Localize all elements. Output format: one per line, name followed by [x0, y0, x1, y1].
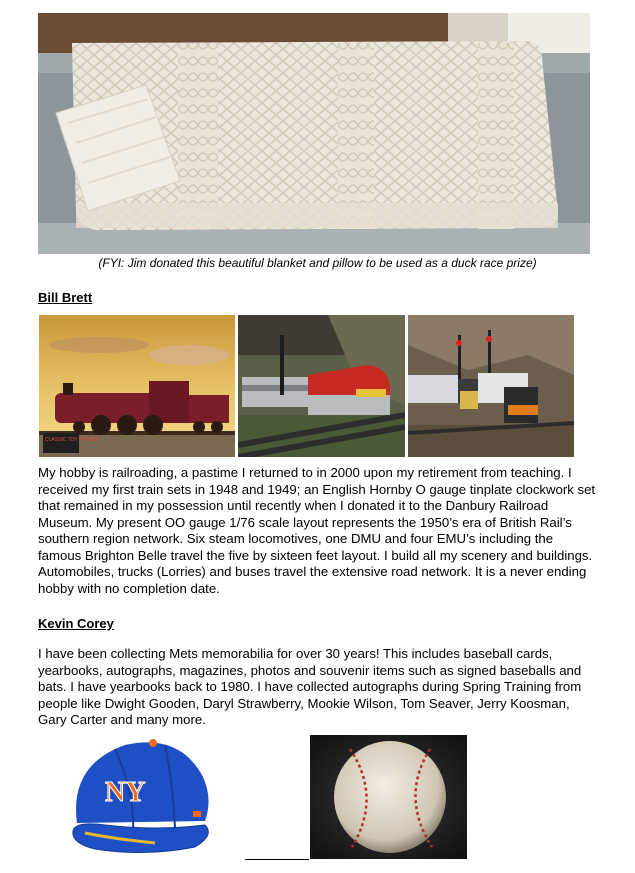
classic-toy-trains-logo: CLASSIC TOY TRAINS	[45, 437, 98, 443]
heading-bill-brett: Bill Brett	[38, 290, 93, 305]
divider-line	[245, 859, 309, 860]
train-photo-steam-locomotive	[39, 315, 235, 457]
svg-text:NY: NY	[105, 777, 146, 808]
blanket-caption: (FYI: Jim donated this beautiful blanket and pillow to be used as a duck race prize)	[98, 256, 537, 270]
baseball-photo	[310, 735, 467, 859]
mets-cap-photo	[55, 735, 220, 860]
train-photo-santa-fe	[238, 315, 405, 457]
heading-kevin-corey: Kevin Corey	[38, 616, 114, 631]
blanket-photo	[38, 13, 590, 254]
kevin-corey-paragraph: I have been collecting Mets memorabilia for over 30 years! This includes baseball cards, yearbooks, autographs, magazines, photos and souvenir items such as signed baseballs and bats. I have yearbooks back to 1980. I have collected autographs during Spring Training from people like Dwight Gooden, Daryl Strawberry, Mookie Wilson, Tom Seaver, Jerry Koosman, Gary Carter and many more.	[38, 646, 582, 727]
train-photo-freight-layout	[408, 315, 574, 457]
bill-brett-paragraph: My hobby is railroading, a pastime I returned to in 2000 upon my retirement from teaching. I received my first train sets in 1948 and 1949; an English Hornby O gauge tinplate clockwork set that remained in my possession until recently when I donated it to the Danbury Railroad Museum. My present OO gauge 1/76 scale layout represents the 1950’s era of British Rail’s southern region network. Six steam locomotives, one DMU and four EMU’s including the famous Brighton Belle travel the five by sixteen feet layout. I build all my scenery and buildings. Automobiles, trucks (Lorries) and buses travel the extensive road network. It is a never ending hobby with no completion date.	[38, 465, 596, 596]
